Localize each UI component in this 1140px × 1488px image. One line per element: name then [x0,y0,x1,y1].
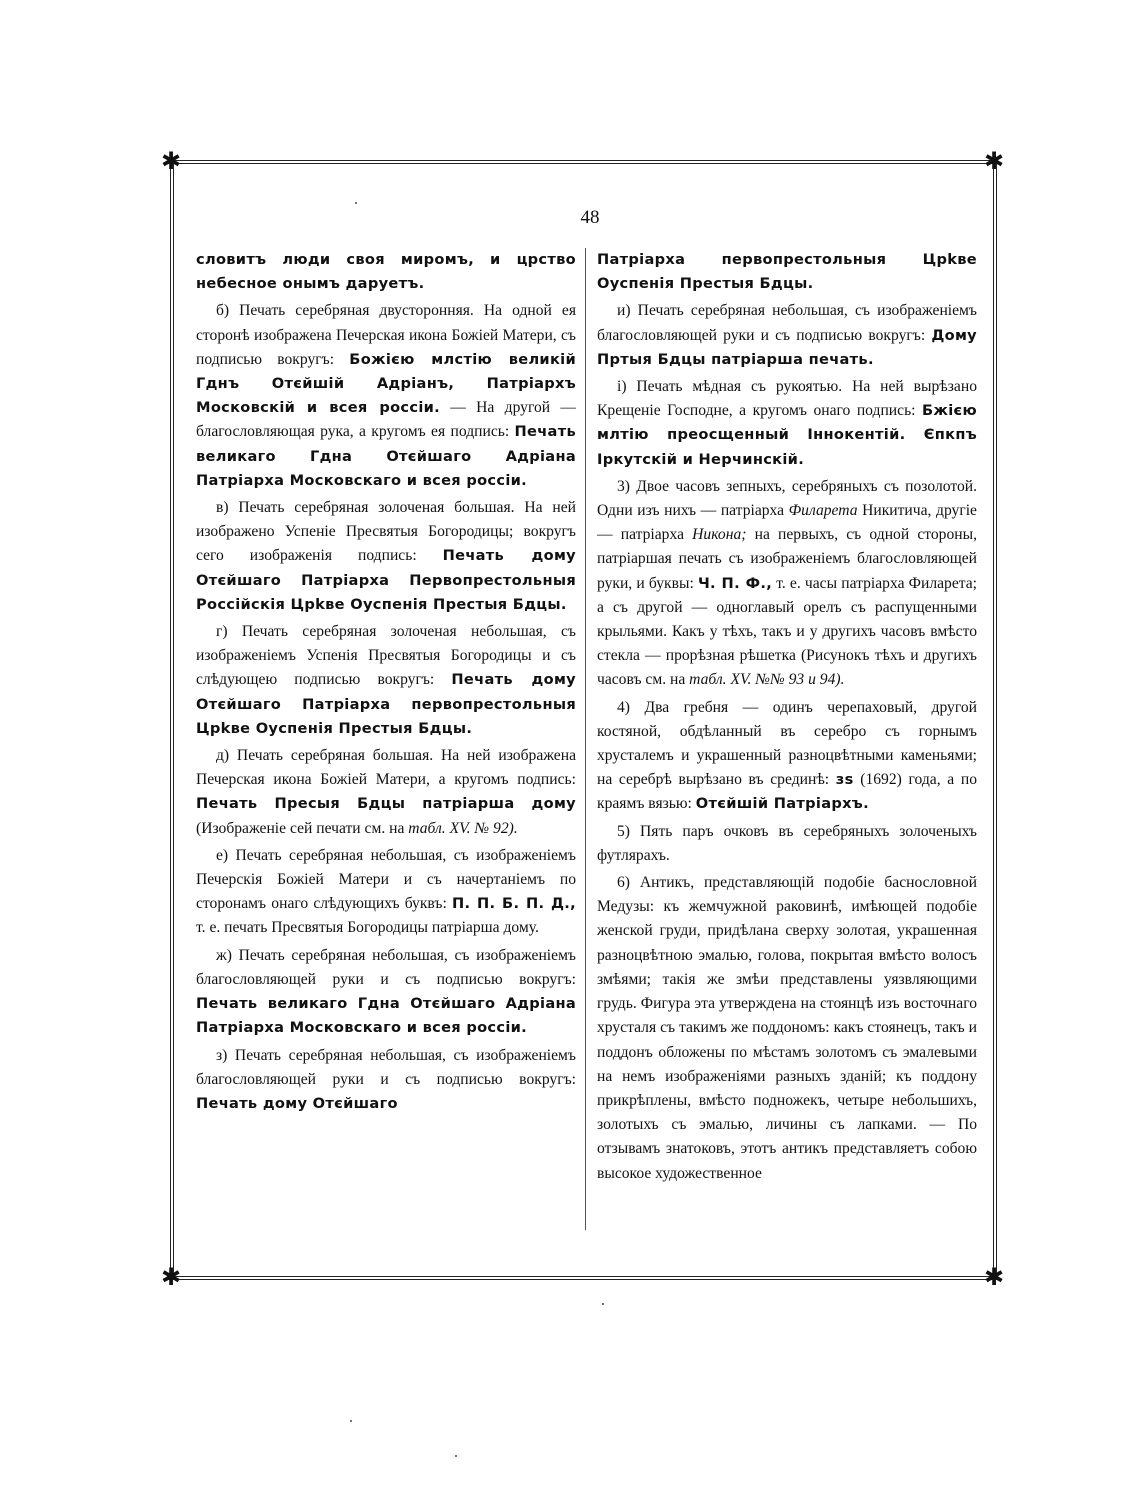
church-slavonic-inscription: Патріарха первопрестольныя Црkве Оуспенія Престыя Бдцы. [597,251,977,293]
body-text: и) Печать серебряная небольшая, съ изображеніемъ благословляющей руки и съ подписью вокругъ: [597,302,977,344]
scan-speck [350,1420,352,1422]
frame-top-rule [168,160,998,164]
paragraph [597,375,977,472]
corner-ornament-icon: ✱ [983,147,1005,175]
paragraph [597,299,977,372]
body-text: ж) Печать серебряная небольшая, съ изображеніемъ благословляющей руки и съ подписью вокругъ: [196,946,576,988]
body-text: е) Печать серебряная небольшая, съ изображеніемъ Печерскія Божіей Матери и съ начертаніемъ по сторонамъ онаго слѣдующихъ буквъ: [196,846,576,913]
church-slavonic-inscription: Дому Пртыя Бдцы патріарша печать. [597,326,977,368]
frame-left-rule [170,160,174,1278]
right-text-column [597,248,977,1189]
paragraph [196,1044,576,1117]
body-text: т. е. печать Пресвятыя Богородицы патріарша дому. [196,919,539,937]
paragraph [196,496,576,617]
church-slavonic-inscription: Ч. П. Ф., [697,574,773,592]
italic-reference: Филарета [788,502,858,520]
paragraph [597,475,977,693]
paragraph [597,820,977,868]
italic-reference: табл. XV. № 92). [408,819,518,837]
body-text: г) Печать серебряная золоченая небольшая, съ изображеніемъ Успенія Пресвятыя Богородицы и съ слѣдующею подписью вокругъ: [196,623,576,689]
body-text: 6) Антикъ, представляющій подобіе баснословной Медузы: къ жемчужной раковинѣ, имѣющей подобіе женской груди, придѣлана сверху золотая, украшенная разноцвѣтною эмалью, голова, покрытая вмѣсто волосъ змѣями; такія же змѣи представлены уязвляющими грудь. Фигура эта утверждена на стоянцѣ изъ восточнаго хрусталя съ такимъ же поддономъ: какъ стоянецъ, такъ и поддонъ обложены по мѣстамъ золотомъ съ эмалевыми на немъ изображеніями разныхъ зданій; къ поддону прикрѣплены, вмѣсто подножекъ, четыре небольшихъ, золотыхъ съ эмалью, личины съ лапками. — По отзывамъ знатоковъ, этотъ антикъ представляетъ собою высокое художественное [597,874,977,1182]
body-text: на первыхъ, съ одной стороны, патріаршая печать съ изображеніемъ благословляющей руки, и буквы: [597,526,977,592]
frame-right-rule [993,160,997,1278]
paragraph [597,248,977,296]
church-slavonic-inscription: словитъ люди своя миромъ, и црство небесное онымъ даруетъ. [196,251,576,293]
body-text: б) Печать серебряная двусторонняя. На одной ея сторонѣ изображена Печерская икона Божіей Матери, съ подписью вокругъ: [196,302,576,368]
paragraph [196,944,576,1041]
church-slavonic-inscription: Печать дому Отєйшаго Патріарха первопрестольныя Црkве Оуспенія Престыя Бдцы. [196,671,576,737]
body-text: в) Печать серебряная золоченая большая. На ней изображено Успеніе Пресвятыя Богородицы; вокругъ сего изображенія подпись: [196,499,576,565]
body-text: 4) Два гребня — одинъ черепаховый, другой костяной, обдѣланный въ серебро съ горнымъ хрусталемъ и украшенный разноцвѣтными каменьями; на серебрѣ вырѣзано въ срединѣ: [597,698,977,789]
body-text: — На другой — благословляющая рука, а кругомъ ея подпись: [196,399,576,441]
paragraph [196,248,576,296]
church-slavonic-inscription: Печать великаго Гдна Отєйшаго Адріана Патріарха Московскаго и всея россіи. [196,995,576,1037]
church-slavonic-inscription: Печать дому Отєйшаго [196,1094,398,1112]
scan-speck [602,1303,604,1305]
body-text: д) Печать серебряная большая. На ней изображена Печерская икона Божіей Матери, а кругомъ подпись: [196,747,576,789]
church-slavonic-inscription: Бжією млтію преосщенный Іннокентій. Єпкпъ Іркутскій и Нерчинскій. [597,402,977,468]
paragraph [196,299,576,493]
corner-ornament-icon: ✱ [160,147,182,175]
body-text: 3) Двое часовъ зепныхъ, серебряныхъ съ позолотой. Одни изъ нихъ — патріарха [597,477,977,520]
church-slavonic-inscription: зѕ [835,771,854,789]
paragraph [597,696,977,817]
body-text: т. е. часы патріарха Филарета; а съ другой — одноглавый орелъ съ распущенными крыльями. Какъ у тѣхъ, такъ и у другихъ часовъ вмѣсто стекла — прорѣзная рѣшетка (Рисунокъ тѣхъ и другихъ часовъ см. на [597,574,978,689]
page-number: 48 [580,207,600,228]
church-slavonic-inscription: Печать дому Отєйшаго Патріарха Первопрестольныя Россійскія Црkве Оуспенія Престыя Бдцы. [196,547,576,613]
body-text: (Изображеніе сей печати см. на [196,819,409,837]
church-slavonic-inscription: Печать великаго Гдна Отєйшаго Адріана Патріарха Московскаго и всея россіи. [196,423,576,489]
church-slavonic-inscription: Печать Пресыя Бдцы патріарша дому [196,795,576,813]
paragraph [196,744,576,841]
left-text-column [196,248,576,1119]
scan-speck [455,1455,457,1457]
paragraph [597,871,977,1186]
scan-speck [355,202,357,204]
italic-reference: табл. XV. №№ 93 и 94). [689,671,845,689]
body-text: з) Печать серебряная небольшая, съ изображеніемъ благословляющей руки и съ подписью вокругъ: [196,1046,576,1088]
paragraph [196,620,576,741]
italic-reference: Никона; [692,526,747,544]
body-text: (1692) года, а по краямъ вязью: [597,771,978,813]
body-text: Никитича, другіе — патріарха [597,502,977,544]
body-text: 5) Пять паръ очковъ въ серебряныхъ золоченыхъ футлярахъ. [597,822,977,864]
corner-ornament-icon: ✱ [160,1263,182,1291]
column-divider [585,248,586,1230]
frame-bottom-rule [168,1276,998,1280]
corner-ornament-icon: ✱ [983,1263,1005,1291]
paragraph [196,844,576,941]
church-slavonic-inscription: Божією млстію великій Гднъ Отєйшій Адріанъ, Патріархъ Московскій и всея россіи. [196,350,576,417]
body-text: і) Печать мѣдная съ рукоятью. На ней вырѣзано Крещеніе Господне, а кругомъ онаго подпись: [597,378,977,420]
church-slavonic-inscription: Отєйшій Патріархъ. [695,795,869,813]
church-slavonic-inscription: П. П. Б. П. Д., [451,895,576,913]
